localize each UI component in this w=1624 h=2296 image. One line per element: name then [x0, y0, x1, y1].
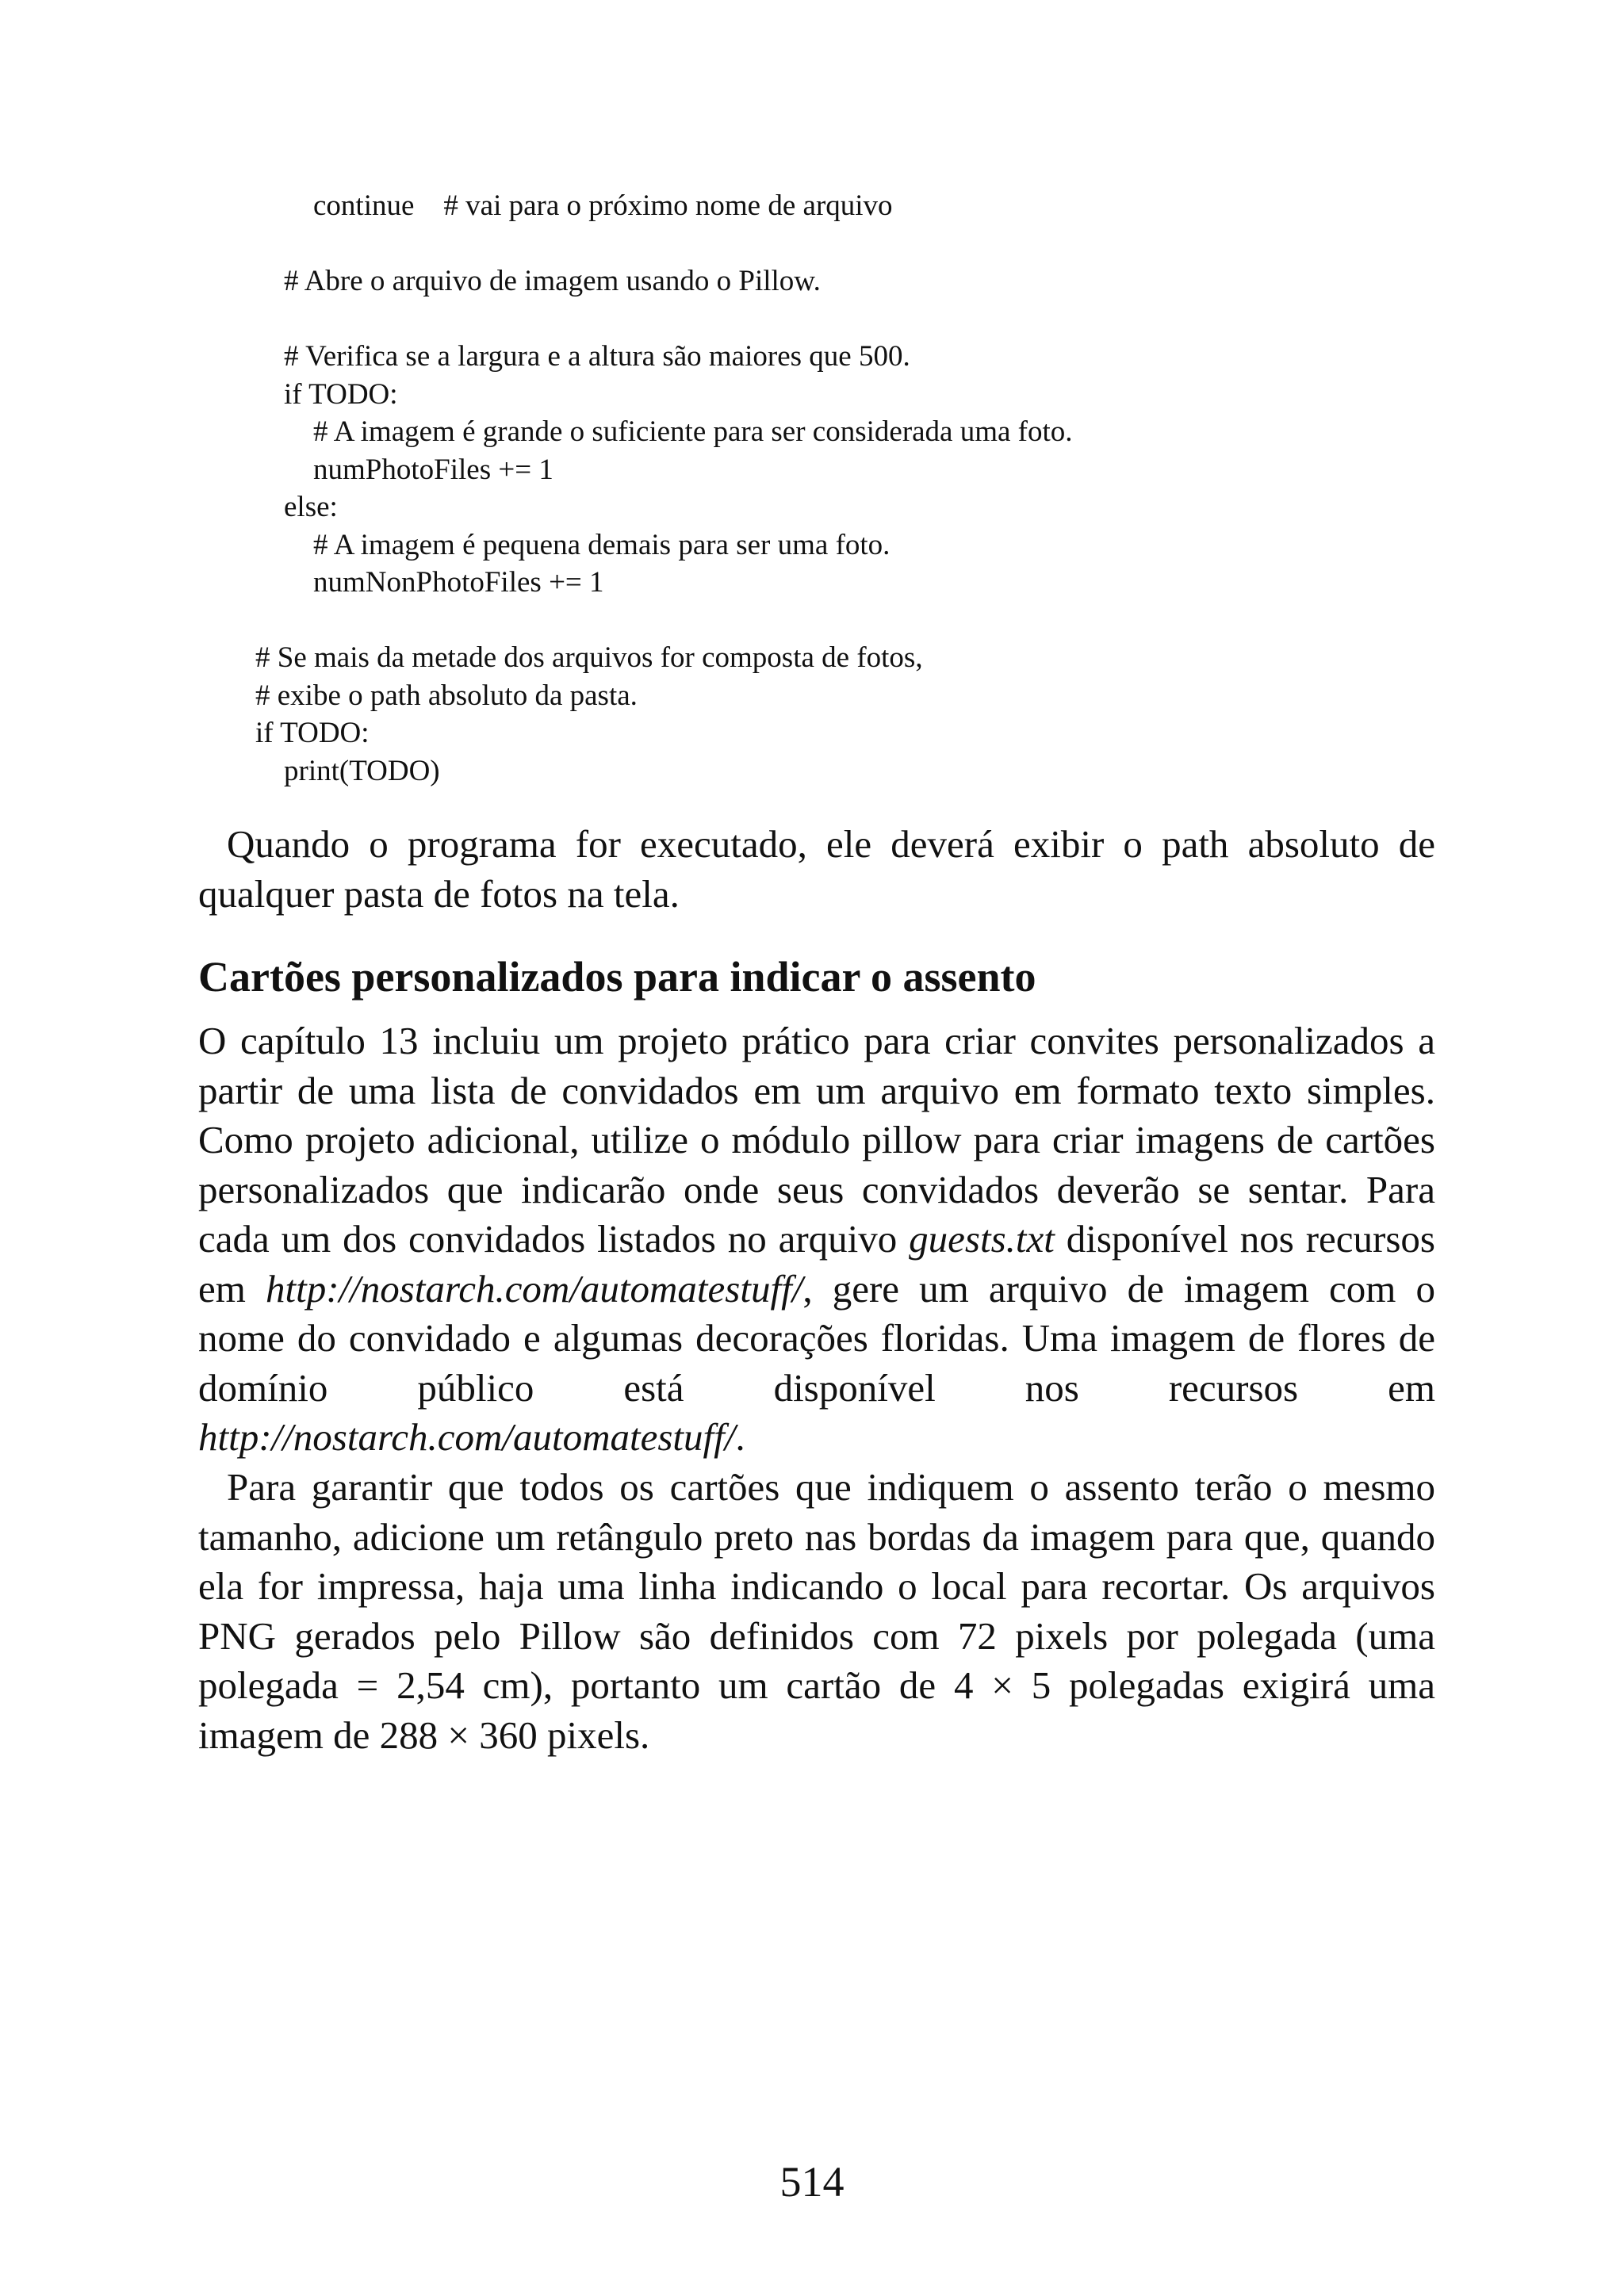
paragraph-text: . [735, 1415, 745, 1459]
page-number: 514 [779, 2158, 845, 2206]
paragraph-text: Quando o programa for executado, ele deverá exibir o path absoluto de qualquer pasta de fotos na tela. [198, 822, 1435, 916]
url-link: http://nostarch.com/automatestuff/ [265, 1266, 803, 1311]
code-line: # Verifica se a largura e a altura são maiores que 500. [284, 340, 910, 373]
paragraph-seat-cards [198, 1016, 1435, 1463]
code-line [198, 602, 1388, 640]
code-line: continue # vai para o próximo nome de arquivo [313, 189, 893, 222]
code-block [198, 187, 1388, 790]
section-heading: Cartões personalizados para indicar o assento [198, 953, 1036, 1001]
file-name: guests.txt [909, 1217, 1055, 1261]
paragraph-text: Para garantir que todos os cartões que indiquem o assento terão o mesmo tamanho, adicione um retângulo preto nas bordas da imagem para que, quando ela for impressa, haja uma linha indicando o local para recortar. Os arquivos PNG gerados pelo Pillow são definidos com 72 pixels por polegada (uma polegada = 2,54 cm), portanto um cartão de 4 × 5 polegadas exigirá uma imagem de 288 × 360 pixels. [198, 1465, 1435, 1757]
code-line: # A imagem é pequena demais para ser uma foto. [313, 528, 891, 561]
code-line: numPhotoFiles += 1 [313, 453, 553, 486]
url-link: http://nostarch.com/automatestuff/ [198, 1415, 736, 1459]
paragraph-text: , gere um arquivo de imagem com o nome do convidado e algumas decorações floridas. Uma imagem de flores de domínio público está disponível nos recursos em [198, 1266, 1435, 1410]
code-line: # exibe o path absoluto da pasta. [255, 679, 638, 712]
paragraph-text: disponível nos recursos em [198, 1217, 1435, 1311]
code-line: # A imagem é grande o suficiente para ser considerada uma foto. [313, 415, 1073, 448]
code-line [198, 225, 1388, 263]
code-line: print(TODO) [284, 754, 440, 787]
paragraph-card-size [198, 1463, 1435, 1760]
code-line: # Abre o arquivo de imagem usando o Pillow. [284, 265, 821, 297]
code-line [198, 300, 1388, 339]
code-line: else: [284, 491, 338, 523]
paragraph-text: O capítulo 13 incluiu um projeto prático para criar convites personalizados a partir de uma lista de convidados em um arquivo em formato texto simples. Como projeto adicional, utilize o módulo pillow para criar imagens de cartões personalizados que indicarão onde seus convidados deverão se sentar. Para cada um dos convidados listados no arquivo [198, 1019, 1435, 1261]
code-line: # Se mais da metade dos arquivos for composta de fotos, [255, 641, 923, 674]
code-line: if TODO: [255, 717, 370, 749]
paragraph-program-output [198, 820, 1435, 919]
code-line: numNonPhotoFiles += 1 [313, 566, 604, 599]
code-line: if TODO: [284, 377, 398, 411]
